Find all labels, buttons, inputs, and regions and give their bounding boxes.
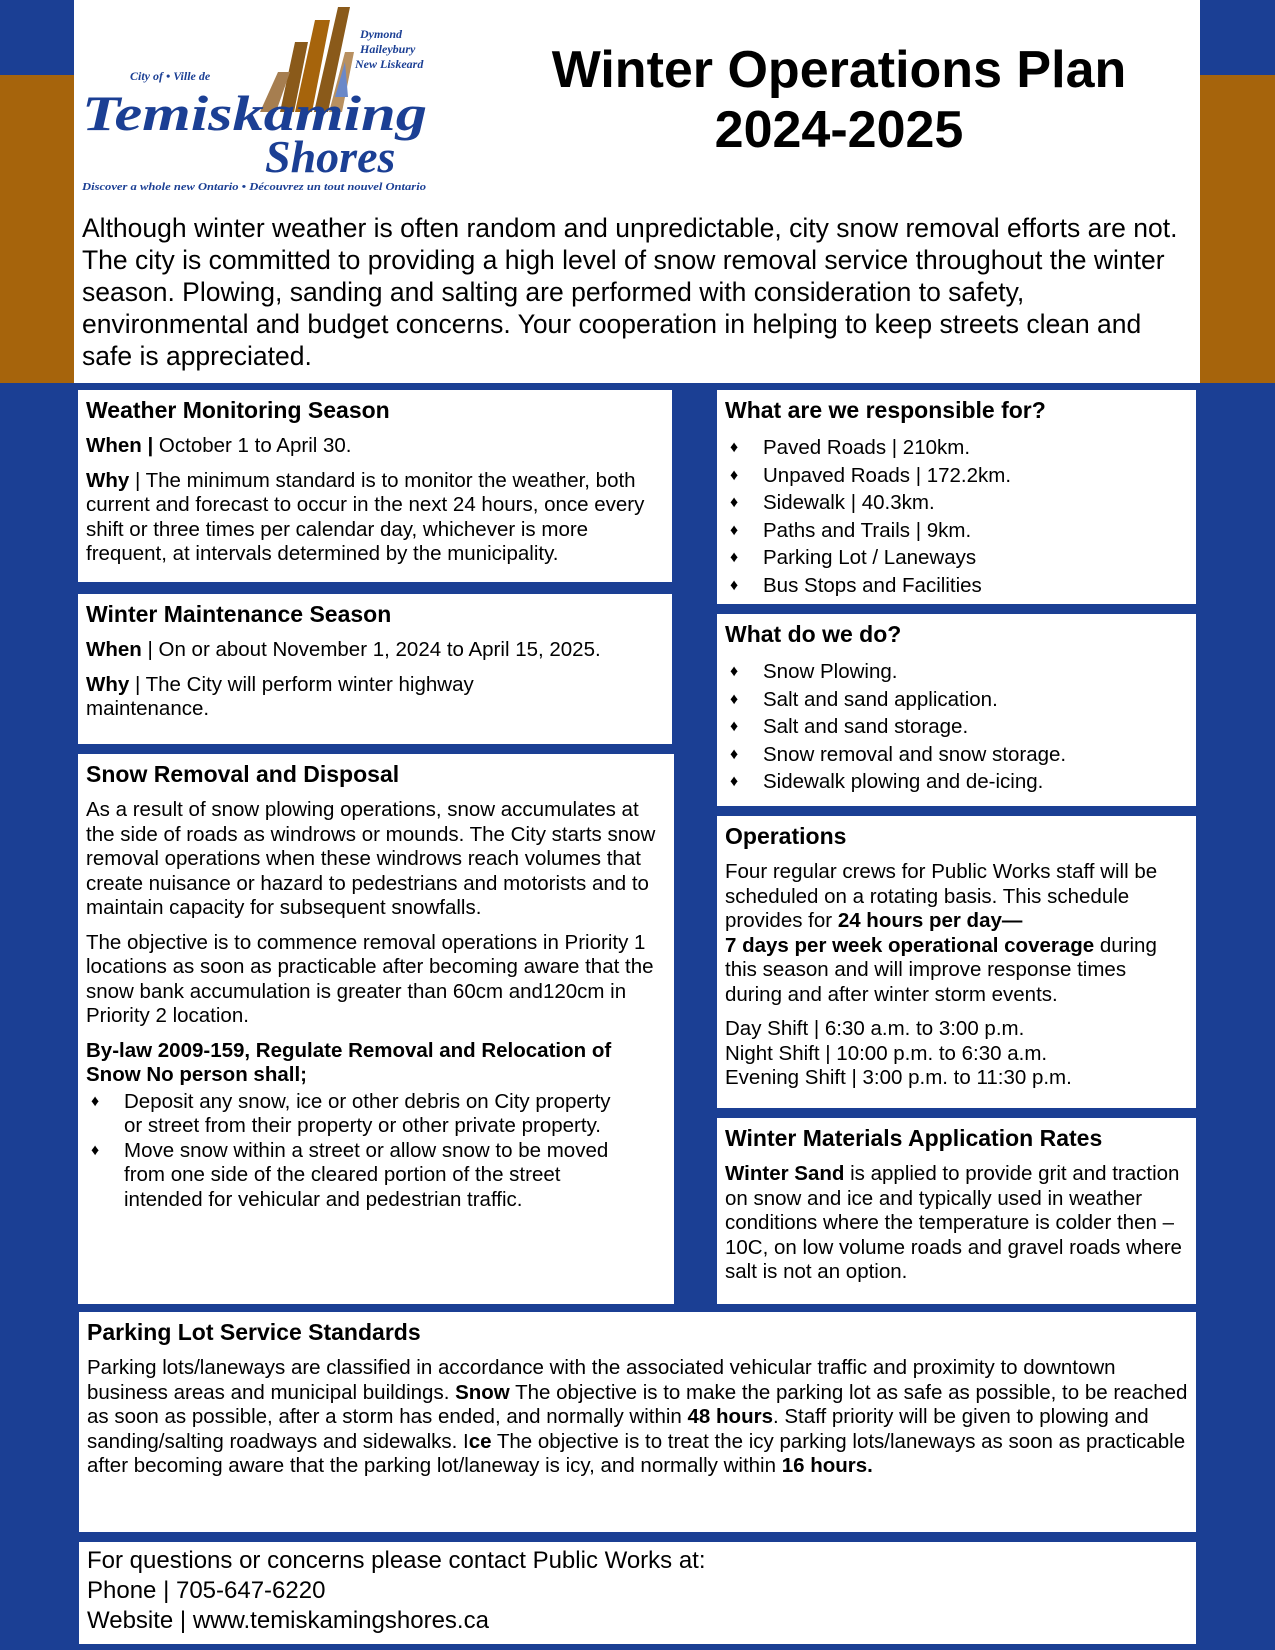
- logo-town-haileybury: Haileybury: [360, 42, 416, 56]
- diamond-bullet-icon: ♦: [730, 663, 739, 680]
- diamond-bullet-icon: ♦: [730, 718, 739, 735]
- list-item: ♦ Paved Roads | 210km.: [725, 434, 1188, 462]
- diamond-bullet-icon: ♦: [730, 576, 739, 594]
- parking-standards-paragraph: Parking lots/laneways are classified in accordance with the associated vehicular traffic and proximity to downtown business areas and municipal buildings. Snow The objective is to make the parking lot as safe as possible, to be reached as soon as possible, after a storm has ended, and normally within 48 hours. Staff priority will be given to plowing and sanding/salting roadways and sidewalks. Ice The objective is to treat the icy parking lots/laneways as soon as practicable after becoming aware that the parking lot/laneway is icy, and normally within 16 hours.: [87, 1356, 1188, 1477]
- winter-maintenance-heading: Winter Maintenance Season: [86, 601, 392, 627]
- title-line-2: 2024-2025: [714, 101, 964, 159]
- snow-removal-paragraph-2: The objective is to commence removal operations in Priority 1 locations as soon as practicable after becoming aware that the snow bank accumulation is greater than 60cm and120cm in Priority 2 location.: [86, 930, 654, 1027]
- page-title: [494, 40, 1184, 160]
- operations-paragraph: Four regular crews for Public Works staff will be scheduled on a rotating basis. This schedule provides for 24 hours per day— 7 days per week operational coverage during this season and will improve response times during and after winter storm events.: [725, 860, 1158, 1006]
- logo-city-of: City of • Ville de: [130, 69, 211, 83]
- responsibilities-section: [717, 390, 1196, 604]
- operations-heading: Operations: [725, 823, 847, 849]
- list-item: ♦ Sidewalk | 40.3km.: [725, 489, 1188, 517]
- title-line-1: Winter Operations Plan: [551, 41, 1127, 99]
- maintenance-why: Why | The City will perform winter highway maintenance.: [86, 672, 474, 720]
- diamond-bullet-icon: ♦: [91, 1092, 100, 1110]
- operations-section: [717, 816, 1196, 1108]
- logo-town-new-liskeard: New Liskeard: [355, 57, 424, 71]
- snow-removal-section: [78, 754, 674, 1304]
- contact-phone: Phone | 705-647-6220: [87, 1577, 326, 1604]
- responsibilities-list: [725, 434, 1188, 599]
- logo-town-dymond: Dymond: [360, 27, 402, 41]
- diamond-bullet-icon: ♦: [730, 466, 739, 484]
- list-item: ♦ Deposit any snow, ice or other debris on City property or street from their property or other private property.: [91, 1089, 611, 1137]
- header: [74, 0, 1200, 383]
- responsibilities-heading: What are we responsible for?: [725, 397, 1046, 423]
- diamond-bullet-icon: ♦: [730, 773, 739, 790]
- list-item: ♦ Salt and sand application.: [725, 686, 1188, 714]
- diamond-bullet-icon: ♦: [730, 439, 739, 456]
- bylaw-heading: By-law 2009-159, Regulate Removal and Relocation of Snow No person shall;: [86, 1038, 612, 1086]
- shift-evening: Evening Shift | 3:00 p.m. to 11:30 p.m.: [725, 1066, 1072, 1089]
- left-orange-band: [0, 75, 74, 383]
- diamond-bullet-icon: ♦: [730, 494, 739, 511]
- list-item: ♦ Salt and sand storage.: [725, 713, 1188, 741]
- bylaw-list: [86, 1090, 666, 1213]
- contact-intro: For questions or concerns please contact Public Works at:: [87, 1547, 706, 1574]
- list-item: ♦ Snow removal and snow storage.: [725, 741, 1188, 769]
- logo-name-temiskaming: Temiskaming: [82, 85, 427, 141]
- logo-tagline: Discover a whole new Ontario • Découvrez un tout nouvel Ontario: [80, 182, 426, 193]
- city-logo: [80, 2, 460, 200]
- diamond-bullet-icon: ♦: [730, 521, 739, 539]
- page: [74, 0, 1200, 1650]
- parking-standards-heading: Parking Lot Service Standards: [87, 1319, 421, 1345]
- shift-list: [725, 1017, 1188, 1091]
- materials-paragraph: Winter Sand is applied to provide grit and traction on snow and ice and typically used in weather conditions where the temperature is colder then –10C, on low volume roads and gravel roads where salt is not an option.: [725, 1162, 1182, 1283]
- list-item: ♦ Sidewalk plowing and de-icing.: [725, 768, 1188, 796]
- contact-website: Website | www.temiskamingshores.ca: [87, 1607, 489, 1634]
- materials-heading: Winter Materials Application Rates: [725, 1125, 1103, 1151]
- weather-monitoring-section: [78, 390, 672, 582]
- snow-removal-paragraph-1: As a result of snow plowing operations, snow accumulates at the side of roads as windrows or mounds. The City starts snow removal operations when these windrows reach volumes that create nuisance or hazard to pedestrians and motorists and to maintain capacity for subsequent snowfalls.: [86, 798, 656, 919]
- snow-removal-heading: Snow Removal and Disposal: [86, 761, 400, 787]
- list-item: ♦ Unpaved Roads | 172.2km.: [725, 462, 1188, 490]
- weather-why: Why | The minimum standard is to monitor the weather, both current and forecast to occur in the next 24 hours, once every shift or three times per calendar day, whichever is more frequent, at intervals determined by the municipality.: [86, 468, 645, 565]
- weather-monitoring-heading: Weather Monitoring Season: [86, 397, 390, 423]
- list-item: ♦ Bus Stops and Facilities: [725, 572, 1188, 600]
- what-we-do-heading: What do we do?: [725, 621, 902, 647]
- intro-paragraph: Although winter weather is often random and unpredictable, city snow removal efforts are not. The city is committed to providing a high level of snow removal service throughout the winter season. Plowing, sanding and salting are performed with consideration to safety, environmental and budget concerns. Your cooperation in helping to keep streets clean and safe is appreciated.: [82, 213, 1178, 371]
- right-orange-band: [1200, 75, 1275, 383]
- logo-name-shores: Shores: [265, 131, 396, 182]
- diamond-bullet-icon: ♦: [91, 1141, 100, 1159]
- maintenance-when: When | On or about November 1, 2024 to April 15, 2025.: [86, 638, 601, 661]
- diamond-bullet-icon: ♦: [730, 745, 739, 763]
- list-item: ♦ Snow Plowing.: [725, 658, 1188, 686]
- weather-when: When | October 1 to April 30.: [86, 434, 352, 457]
- list-item: ♦ Parking Lot / Laneways: [725, 544, 1188, 572]
- what-we-do-list: [725, 658, 1188, 796]
- list-item: ♦ Paths and Trails | 9km.: [725, 517, 1188, 545]
- materials-section: [717, 1118, 1196, 1304]
- diamond-bullet-icon: ♦: [730, 549, 739, 566]
- parking-standards-section: [79, 1312, 1196, 1532]
- list-item: ♦ Move snow within a street or allow snow to be moved from one side of the cleared portion of the street intended for vehicular and pedestrian traffic.: [91, 1138, 609, 1211]
- winter-maintenance-section: [78, 594, 672, 744]
- contact-section: [79, 1542, 1196, 1644]
- shift-night: Night Shift | 10:00 p.m. to 6:30 a.m.: [725, 1041, 1048, 1065]
- shift-day: Day Shift | 6:30 a.m. to 3:00 p.m.: [725, 1017, 1025, 1040]
- diamond-bullet-icon: ♦: [730, 690, 739, 708]
- what-we-do-section: [717, 614, 1196, 806]
